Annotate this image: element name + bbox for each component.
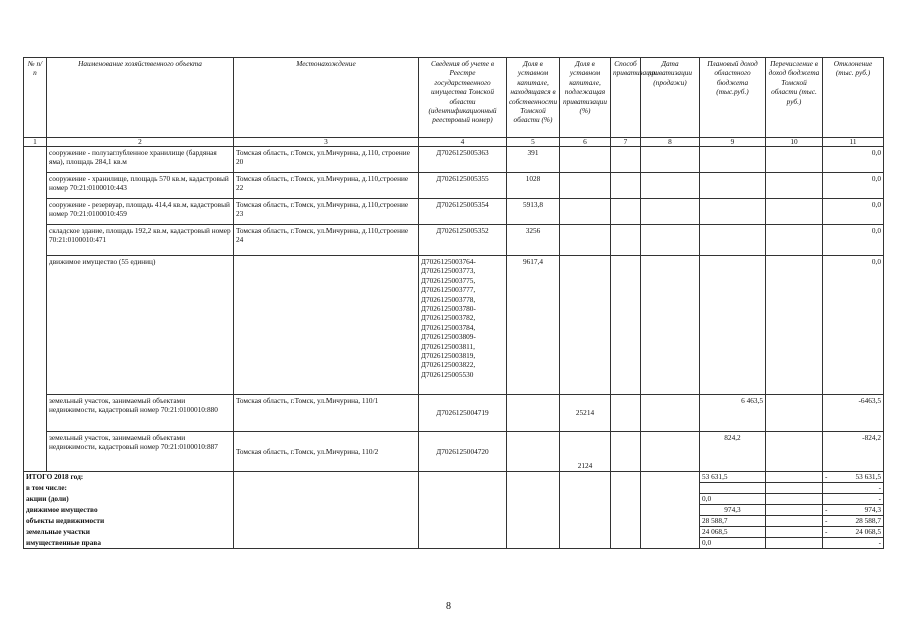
plan-value: 824,2 — [700, 432, 766, 472]
share-value: 391 — [507, 147, 560, 173]
object-name: складское здание, площадь 192,2 кв.м, кадастровый номер 70:21:0100010:471 — [47, 225, 234, 256]
total-label: земельные участки — [24, 527, 234, 538]
registry-number: Д7026125003784, — [421, 322, 476, 332]
table-row — [24, 147, 884, 173]
col-number: 1 — [24, 138, 47, 147]
registry-number: Д7026125005354 — [419, 199, 507, 225]
registry-number: Д7026125003809- — [421, 332, 476, 342]
object-location: Томская область, г.Томск, ул.Мичурина, д.110,строение 24 — [234, 225, 419, 256]
col-number: 11 — [823, 138, 884, 147]
object-location: Томская область, г.Томск, ул.Мичурина, д.110,строение 23 — [234, 199, 419, 225]
registry-number: Д7026125004719 — [419, 395, 507, 432]
registry-number: Д7026125003778, — [421, 294, 476, 304]
object-name: сооружение - резервуар, площадь 414,4 кв.м, кадастровый номер 70:21:0100010:459 — [47, 199, 234, 225]
col-header-priv-share: Доля в уставном капитале, подлежащая приватизации (%) — [560, 58, 611, 138]
deviation-value: -6463,5 — [823, 395, 884, 432]
share-value: 3256 — [507, 225, 560, 256]
object-name: сооружение - хранилище, площадь 570 кв.м, кадастровый номер 70:21:0100010:443 — [47, 173, 234, 199]
col-header-transfer: Перечисление в доход бюджета Томской области (тыс. руб.) — [766, 58, 823, 138]
deviation-value: - — [823, 483, 884, 494]
registry-number: Д7026125003773, — [421, 266, 476, 276]
registry-number: Д7026125005530 — [421, 369, 474, 379]
plan-value: 28 588,7 — [700, 516, 766, 527]
plan-value: 0,0 — [700, 538, 766, 549]
col-number: 9 — [700, 138, 766, 147]
col-header-registry: Сведения об учете в Реестре государственного имущества Томской области (идентификационный реестровый номер) — [419, 58, 507, 138]
deviation-value: 28 588,7 — [855, 516, 881, 525]
plan-value: 6 463,5 — [700, 395, 766, 432]
col-header-location: Местонахождение — [234, 58, 419, 138]
col-header-deviation: Отклонение (тыс. руб.) — [823, 58, 884, 138]
registry-number: Д7026125003811, — [421, 341, 475, 351]
page-number: 8 — [446, 601, 451, 612]
plan-value: 0,0 — [700, 494, 766, 505]
total-row — [24, 472, 884, 483]
col-number: 6 — [560, 138, 611, 147]
col-number: 4 — [419, 138, 507, 147]
minus-sign: - — [825, 527, 828, 536]
object-location: Томская область, г.Томск, ул.Мичурина, д.110,строение 22 — [234, 173, 419, 199]
registry-number: Д7026125005363 — [419, 147, 507, 173]
total-row — [24, 538, 884, 549]
col-number: 2 — [47, 138, 234, 147]
total-label: движимое имущество — [24, 505, 234, 516]
table-row — [24, 225, 884, 256]
deviation-value: 974,3 — [864, 505, 881, 514]
deviation-value: - — [823, 494, 884, 505]
registry-number: Д7026125003822, — [421, 360, 476, 370]
registry-list — [419, 256, 507, 395]
col-header-date: Дата приватизации (продажи) — [641, 58, 700, 138]
col-header-num: № п/п — [24, 58, 47, 138]
deviation-value: 0,0 — [823, 199, 884, 225]
total-row — [24, 494, 884, 505]
registry-number: Д7026125003764- — [421, 257, 476, 266]
deviation-value: 0,0 — [823, 225, 884, 256]
deviation-value: - — [823, 538, 884, 549]
total-label: ИТОГО 2018 год: — [24, 472, 234, 483]
table-row — [24, 432, 884, 472]
share-value: 9617,4 — [507, 256, 560, 395]
table-row — [24, 173, 884, 199]
registry-number: Д7026125005355 — [419, 173, 507, 199]
minus-sign: - — [825, 516, 828, 525]
col-number: 8 — [641, 138, 700, 147]
deviation-value: 0,0 — [823, 173, 884, 199]
total-row — [24, 483, 884, 494]
total-label: объекты недвижимости — [24, 516, 234, 527]
object-name: земельный участок, занимаемый объектами недвижимости, кадастровый номер 70:21:0100010:880 — [47, 395, 234, 432]
total-label: акции (доли) — [24, 494, 234, 505]
col-header-name: Наименование хозяйственного объекта — [47, 58, 234, 138]
total-row — [24, 527, 884, 538]
registry-number: Д7026125003819, — [421, 351, 476, 361]
plan-value: 974,3 — [700, 505, 766, 516]
registry-number: Д7026125003782, — [421, 313, 476, 323]
plan-value: 24 068,5 — [700, 527, 766, 538]
registry-number: Д7026125005352 — [419, 225, 507, 256]
minus-sign: - — [825, 505, 828, 514]
col-number: 3 — [234, 138, 419, 147]
object-name: земельный участок, занимаемый объектами недвижимости, кадастровый номер 70:21:0100010:887 — [47, 432, 234, 472]
priv-share-value: 25214 — [560, 395, 611, 432]
registry-number: Д7026125003777, — [421, 285, 476, 295]
object-name: движимое имущество (55 единиц) — [47, 256, 234, 395]
col-number: 5 — [507, 138, 560, 147]
registry-number: Д7026125004720 — [419, 432, 507, 472]
deviation-value: 53 631,5 — [855, 472, 881, 481]
share-value: 5913,8 — [507, 199, 560, 225]
table-row — [24, 395, 884, 432]
minus-sign: - — [825, 472, 828, 481]
object-location: Томская область, г.Томск, ул.Мичурина, 110/2 — [234, 432, 419, 472]
col-header-share: Доля в уставном капитале, находящаяся в собственности Томской области (%) — [507, 58, 560, 138]
column-number-row — [24, 138, 884, 147]
deviation-value: 0,0 — [823, 147, 884, 173]
object-location: Томская область, г.Томск, ул.Мичурина, д.110, строение 20 — [234, 147, 419, 173]
total-label: в том числе: — [24, 483, 234, 494]
table-row — [24, 199, 884, 225]
priv-share-value: 2124 — [560, 432, 611, 472]
total-row — [24, 505, 884, 516]
col-number: 10 — [766, 138, 823, 147]
deviation-value: 24 068,5 — [855, 527, 881, 536]
share-value: 1028 — [507, 173, 560, 199]
col-header-plan: Плановый доход областного бюджета (тыс.руб.) — [700, 58, 766, 138]
object-location: Томская область, г.Томск, ул.Мичурина, 110/1 — [234, 395, 419, 432]
total-label: имущественные права — [24, 538, 234, 549]
col-header-method: Способ приватизации — [611, 58, 641, 138]
total-row — [24, 516, 884, 527]
registry-number: Д7026125003775, — [421, 275, 476, 285]
object-name: сооружение - полузаглубленное хранилище (бардяная яма), площадь 284,1 кв.м — [47, 147, 234, 173]
plan-value: 53 631,5 — [700, 472, 766, 483]
deviation-value: 0,0 — [823, 256, 884, 395]
deviation-value: -824,2 — [823, 432, 884, 472]
registry-number: Д7026125003780- — [421, 304, 476, 314]
col-number: 7 — [611, 138, 641, 147]
privatization-table — [23, 57, 884, 549]
header-row — [24, 58, 884, 138]
table-row — [24, 256, 884, 395]
plan-value — [700, 483, 766, 494]
